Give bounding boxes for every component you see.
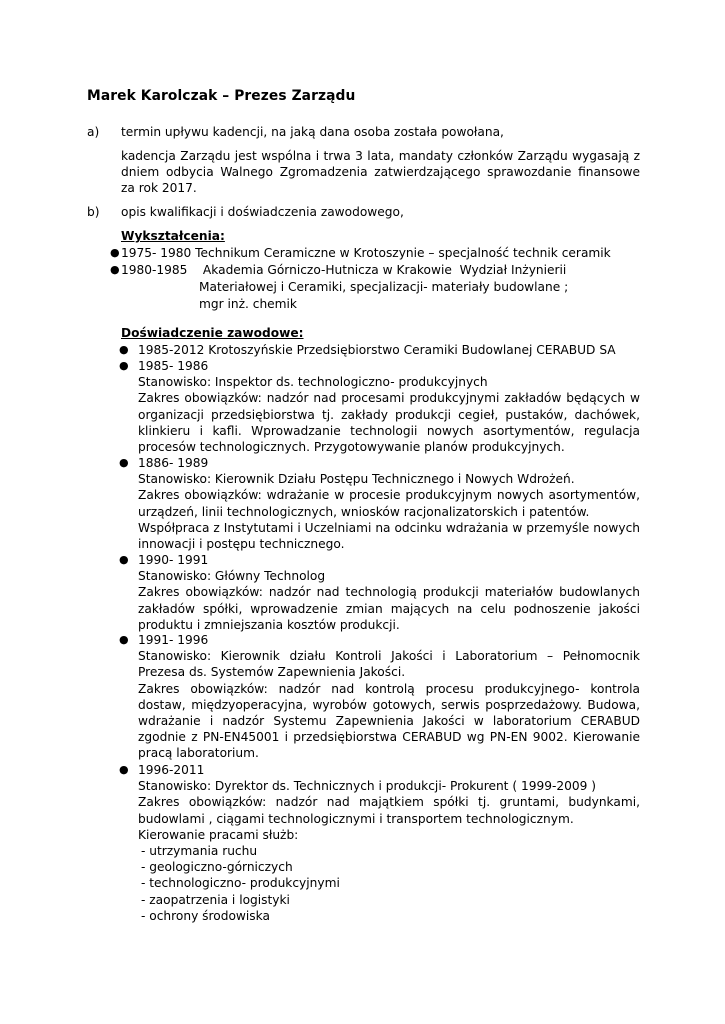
education-item-text: 1980-1985 Akademia Górniczo-Hutnicza w Krakowie Wydział Inżynierii	[121, 263, 567, 277]
bullet-icon: ●	[119, 633, 129, 646]
experience-cooperation: Współpraca z Instytutami i Uczelniami na odcinku wdrażania w przemyśle nowych innowacji i postępu technicznego.	[138, 520, 640, 552]
bullet-icon: ●	[119, 343, 129, 356]
experience-duties: Zakres obowiązków: nadzór nad kontrolą procesu produkcyjnego- kontrola dostaw, międzyoperacyjna, wyrobów gotowych, serwis posprzedażowy. Budowa, wdrażanie i nadzór Systemu Zapewnienia Jakości w laboratorium CERABUD zgodnie z PN-EN45001 i przedsiębiorstwa CERABUD wg PN-EN 9002. Kierowanie pracą laboratorium.	[138, 681, 640, 761]
experience-period: 1991- 1996	[138, 633, 209, 647]
experience-position: Stanowisko: Inspektor ds. technologiczno- produkcyjnych	[138, 375, 488, 390]
service-item: - ochrony środowiska	[141, 908, 270, 923]
section-a-heading-text: termin upływu kadencji, na jaką dana osoba została powołana,	[121, 125, 504, 139]
experience-duties: Zakres obowiązków: nadzór nad technologią produkcji materiałów budowlanych zakładów spółki, wprowadzenie zmian mających na celu podnoszenie jakości produktu i zmniejszania kosztów produkcji.	[138, 585, 640, 632]
service-item: - zaopatrzenia i logistyki	[141, 892, 290, 907]
service-item: - utrzymania ruchu	[141, 844, 258, 859]
experience-duties: Zakres obowiązków: nadzór nad majątkiem spółki tj. gruntami, budynkami, budowlami , ciągami technologicznymi i transportem technologicznym.	[138, 795, 640, 826]
education-item-line2: Materiałowej i Ceramiki, specjalizacji- materiały budowlane ;	[199, 280, 569, 294]
bullet-icon: ●	[110, 246, 120, 259]
service-item: - geologiczno-górniczych	[141, 860, 293, 875]
document-title: Marek Karolczak – Prezes Zarządu	[87, 88, 356, 104]
experience-position: Stanowisko: Główny Technolog	[138, 569, 326, 584]
experience-position: Stanowisko: Kierownik Działu Postępu Technicznego i Nowych Wdrożeń.	[138, 472, 575, 487]
section-b-heading-text: opis kwalifikacji i doświadczenia zawodowego,	[121, 205, 404, 219]
bullet-icon: ●	[110, 263, 120, 276]
experience-position: Stanowisko: Dyrektor ds. Technicznych i produkcji- Prokurent ( 1999-2009 )	[138, 779, 597, 794]
bullet-icon: ●	[119, 763, 129, 776]
experience-period: 1985-2012 Krotoszyńskie Przedsiębiorstwo Ceramiki Budowlanej CERABUD SA	[138, 343, 616, 357]
experience-position: Stanowisko: Kierownik działu Kontroli Jakości i Laboratorium – Pełnomocnik Prezesa ds. Systemów Zapewnienia Jakości.	[138, 649, 640, 680]
experience-duties: Zakres obowiązków: nadzór nad procesami produkcyjnymi zakładów będących w organizacji przedsiębiorstwa tj. zakłady produkcji cegieł, pustaków, dachówek, klinkieru i kafli. Wprowadzanie technologii nowych asortymentów, regulacja procesów technologicznych. Przygotowywanie planów produkcyjnych.	[138, 391, 640, 455]
bullet-icon: ●	[119, 553, 129, 566]
experience-period: 1996-2011	[138, 763, 205, 777]
bullet-icon: ●	[119, 456, 129, 469]
education-heading: Wykształcenia:	[121, 229, 225, 243]
education-item-text: 1975- 1980 Technikum Ceramiczne w Krotoszynie – specjalność technik ceramik	[121, 246, 611, 260]
experience-duties: Zakres obowiązków: wdrażanie w procesie produkcyjnym nowych asortymentów, urządzeń, linii technologicznych, wniosków racjonalizatorskich i patentów.	[138, 488, 640, 519]
experience-period: 1985- 1986	[138, 359, 209, 373]
experience-period: 1886- 1989	[138, 456, 209, 470]
services-heading: Kierowanie pracami służb:	[138, 827, 299, 842]
education-item-line3: mgr inż. chemik	[199, 297, 297, 311]
section-a-label: a)	[87, 125, 100, 139]
section-b-label: b)	[87, 205, 100, 219]
experience-period: 1990- 1991	[138, 553, 209, 567]
term-paragraph: kadencja Zarządu jest wspólna i trwa 3 lata, mandaty członków Zarządu wygasają z dniem odbycia Walnego Zgromadzenia zatwierdzającego sprawozdanie finansowe za rok 2017.	[121, 149, 640, 196]
bullet-icon: ●	[119, 359, 129, 372]
experience-heading: Doświadczenie zawodowe:	[121, 326, 304, 340]
service-item: - technologiczno- produkcyjnymi	[141, 876, 340, 891]
